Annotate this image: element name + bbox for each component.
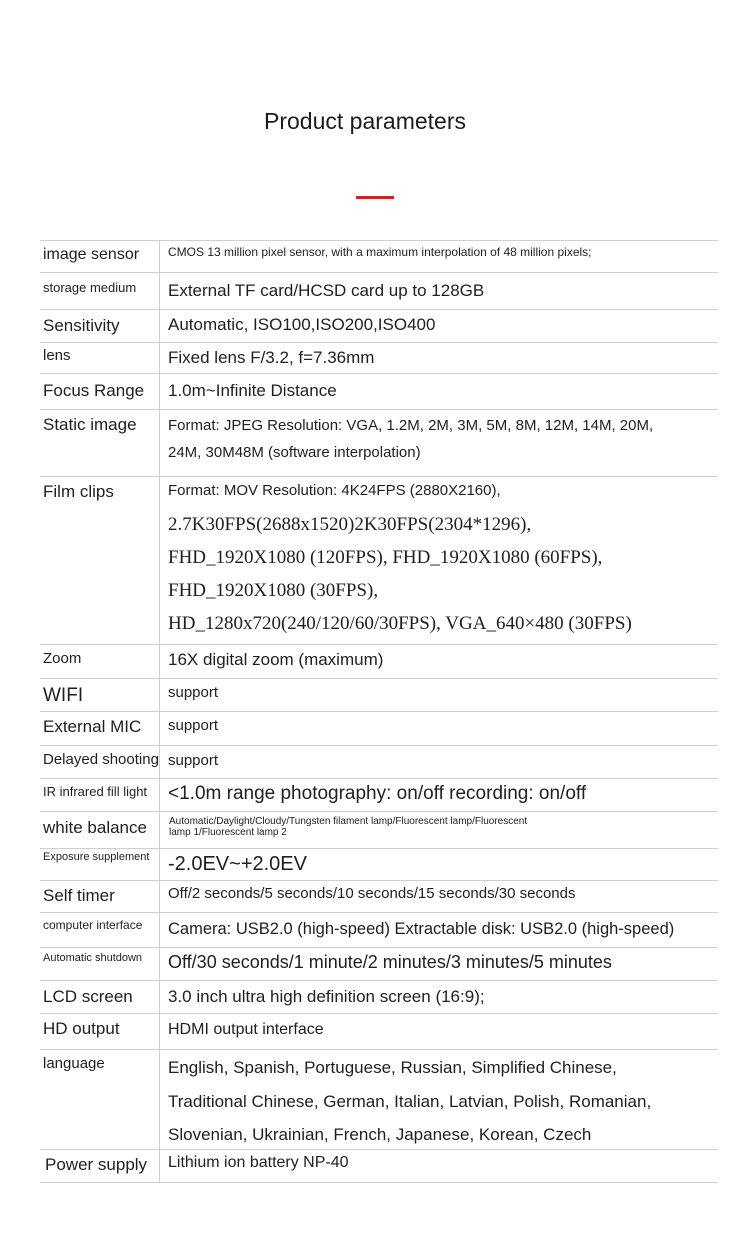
spec-value: 3.0 inch ultra high definition screen (16:9);	[168, 987, 485, 1006]
spec-row-film-clips	[40, 477, 718, 645]
spec-value: support	[168, 717, 219, 734]
spec-row-storage-medium	[40, 273, 718, 310]
spec-row-automatic-shutdown	[40, 948, 718, 981]
spec-label: External MIC	[40, 712, 160, 745]
spec-row-language	[40, 1050, 718, 1150]
spec-label: LCD screen	[40, 981, 160, 1013]
spec-value: 16X digital zoom (maximum)	[168, 650, 384, 669]
spec-value: HDMI output interface	[168, 1021, 324, 1038]
spec-label: white balance	[40, 812, 160, 848]
page-title: Product parameters	[264, 108, 466, 134]
spec-label: storage medium	[40, 273, 160, 309]
spec-label: HD output	[40, 1014, 160, 1049]
spec-value: Camera: USB2.0 (high-speed) Extractable disk: USB2.0 (high-speed)	[168, 920, 675, 938]
spec-label: lens	[40, 343, 160, 373]
spec-value: Off/30 seconds/1 minute/2 minutes/3 minutes/5 minutes	[168, 952, 612, 972]
spec-label: Film clips	[40, 477, 160, 644]
spec-label: Zoom	[40, 645, 160, 678]
spec-row-image-sensor	[40, 241, 718, 273]
spec-label: Focus Range	[40, 374, 160, 409]
spec-value: <1.0m range photography: on/off recording: on/off	[168, 783, 587, 804]
spec-value: Lithium ion battery NP-40	[168, 1154, 349, 1171]
spec-value: 1.0m~Infinite Distance	[168, 381, 337, 400]
spec-row-lcd-screen	[40, 981, 718, 1014]
title-accent-bar	[356, 196, 394, 199]
spec-row-computer-interface	[40, 913, 718, 948]
spec-row-static-image	[40, 410, 718, 477]
spec-label: language	[40, 1050, 160, 1149]
spec-row-lens	[40, 343, 718, 374]
spec-value: support	[168, 684, 219, 701]
spec-row-self-timer	[40, 881, 718, 913]
spec-label: computer interface	[40, 913, 160, 947]
spec-label: WIFI	[40, 679, 160, 711]
spec-value: Format: JPEG Resolution: VGA, 1.2M, 2M, 3M, 5M, 8M, 12M, 14M, 20M, 24M, 30M48M (software interpolation)	[168, 417, 654, 461]
spec-row-ir-fill-light	[40, 779, 718, 812]
spec-label: Exposure supplement	[40, 849, 160, 880]
spec-row-zoom	[40, 645, 718, 679]
spec-value: English, Spanish, Portuguese, Russian, Simplified Chinese, Traditional Chinese, German, Italian, Latvian, Polish, Romanian, Slovenian, Ukrainian, French, Japanese, Korean, Czech	[168, 1058, 652, 1144]
spec-label: Sensitivity	[40, 310, 160, 342]
spec-value: Fixed lens F/3.2, f=7.36mm	[168, 348, 375, 367]
spec-row-power-supply	[40, 1150, 718, 1183]
spec-row-sensitivity	[40, 310, 718, 343]
spec-table	[40, 240, 718, 1183]
spec-value: Automatic, ISO100,ISO200,ISO400	[168, 315, 436, 334]
spec-label: Self timer	[40, 881, 160, 912]
spec-row-white-balance	[40, 812, 718, 849]
spec-value: Format: MOV Resolution: 4K24FPS (2880X2160), 2.7K30FPS(2688x1520)2K30FPS(2304*1296), FHD_1920X1080 (120FPS), FHD_1920X1080 (60FPS), FHD_1920X1080 (30FPS), HD_1280x720(240/120/60/30FPS), VGA_640×480 (30FPS)	[168, 482, 632, 634]
spec-row-exposure-supplement	[40, 849, 718, 881]
spec-value: External TF card/HCSD card up to 128GB	[168, 281, 485, 300]
spec-label: Static image	[40, 410, 160, 476]
spec-value: Automatic/Daylight/Cloudy/Tungsten filament lamp/Fluorescent lamp/Fluorescent lamp 1/Fluorescent lamp 2	[169, 816, 528, 838]
spec-value: Off/2 seconds/5 seconds/10 seconds/15 seconds/30 seconds	[168, 885, 576, 902]
spec-value: CMOS 13 million pixel sensor, with a maximum interpolation of 48 million pixels;	[168, 245, 592, 259]
spec-row-wifi	[40, 679, 718, 712]
spec-row-focus-range	[40, 374, 718, 410]
spec-value: support	[168, 752, 219, 769]
spec-label: Power supply	[40, 1150, 160, 1182]
spec-value: -2.0EV~+2.0EV	[168, 853, 307, 875]
spec-label: Automatic shutdown	[40, 948, 160, 980]
spec-label: IR infrared fill light	[40, 779, 160, 811]
spec-label: Delayed shooting	[40, 746, 160, 778]
spec-row-external-mic	[40, 712, 718, 746]
spec-row-hd-output	[40, 1014, 718, 1050]
spec-label: image sensor	[40, 241, 160, 272]
spec-row-delayed-shooting	[40, 746, 718, 779]
